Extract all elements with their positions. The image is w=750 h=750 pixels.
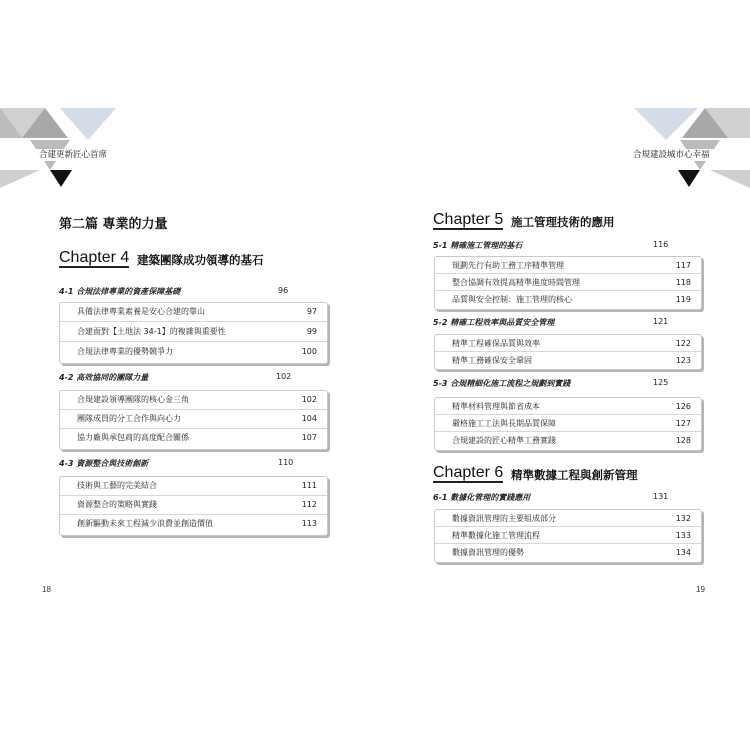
section-5-1-list	[434, 256, 702, 310]
list-item: 精準工務確保安全鞏固 123	[452, 356, 691, 365]
section-4-1-list	[59, 302, 328, 364]
section-5-1-title: 5-1 精確施工管理的基石	[433, 241, 523, 250]
chapter-5-label: Chapter 5	[433, 211, 504, 228]
list-item: 技術與工藝的完美結合 111	[60, 477, 327, 496]
left-running-header: 合建更新匠心首席	[36, 149, 110, 161]
part-title: 第二篇 專業的力量	[59, 217, 168, 232]
section-5-2-page: 121	[653, 317, 669, 326]
list-item: 規劃先行有助工務工序精準管理 117	[435, 257, 701, 274]
section-4-1-page: 96	[278, 286, 289, 295]
list-item: 嚴格施工工法與長期品質保障 127	[435, 415, 701, 432]
section-4-2-title: 4-2 高效協同的團隊力量	[59, 373, 149, 382]
section-4-3-title: 4-3 資源整合與技術創新	[59, 459, 149, 468]
list-item: 創新驅動未來工程減少浪費並創造價值 113	[77, 519, 317, 528]
left-deco-black-triangle	[50, 170, 72, 187]
section-6-1-page: 131	[653, 492, 669, 501]
chapter-4-label: Chapter 4	[59, 249, 130, 266]
chapter-6-label: Chapter 6	[433, 464, 504, 481]
section-4-2-page: 102	[276, 372, 292, 381]
list-item: 合規建設的匠心精準工務實踐 128	[452, 436, 691, 445]
list-item: 品質與安全控制：施工管理的核心 119	[452, 295, 691, 304]
section-6-1-list	[434, 509, 702, 563]
section-6-1-title: 6-1 數據化管理的實踐應用	[433, 493, 531, 502]
list-item: 具備法律專業素養是安心合建的靠山 97	[60, 303, 327, 322]
list-item: 精準工程確保品質與效率 122	[435, 335, 701, 352]
left-page-number: 18	[42, 585, 51, 594]
list-item: 資源整合的策略與實踐 112	[60, 496, 327, 515]
chapter-5-title: 施工管理技術的應用	[511, 215, 615, 229]
list-item: 合規法律專業的優勢競爭力 100	[77, 347, 317, 356]
list-item: 協力廠與承包商的高度配合關係 107	[77, 433, 317, 442]
chapter-6-title: 精準數據工程與創新管理	[511, 468, 638, 482]
section-4-2-list	[59, 390, 328, 450]
chapter-4-title: 建築團隊成功領導的基石	[137, 253, 264, 267]
list-item: 整合協調有效提高精準進度時間管理 118	[435, 274, 701, 291]
right-deco-black-triangle	[678, 170, 700, 187]
left-deco-blue-triangle	[60, 108, 116, 140]
right-page-number: 19	[696, 585, 705, 594]
section-5-2-title: 5-2 精確工程效率與品質安全管理	[433, 318, 555, 327]
section-5-3-page: 125	[653, 378, 669, 387]
list-item: 團隊成員的分工合作與向心力 104	[60, 410, 327, 429]
section-5-3-list	[434, 397, 702, 451]
list-item: 合建面對【土地法 34-1】的複雜與重要性 99	[60, 322, 327, 342]
section-5-1-page: 116	[653, 240, 669, 249]
right-running-header: 合規建設城市心幸福	[630, 149, 713, 161]
list-item: 精準材料管理與節省成本 126	[435, 398, 701, 415]
section-4-3-list	[59, 476, 328, 536]
section-5-2-list	[434, 334, 702, 370]
list-item: 精準數據化施工管理流程 133	[435, 527, 701, 544]
section-4-3-page: 110	[278, 458, 294, 467]
list-item: 合規建設領導團隊的核心金三角 102	[60, 391, 327, 410]
list-item: 數據資訊管理的主要組成部分 132	[435, 510, 701, 527]
list-item: 數據資訊管理的優勢 134	[452, 548, 691, 557]
section-5-3-title: 5-3 合規精細化施工流程之規劃到實踐	[433, 379, 571, 388]
section-4-1-title: 4-1 合規法律專業的資產保障基礎	[59, 287, 181, 296]
